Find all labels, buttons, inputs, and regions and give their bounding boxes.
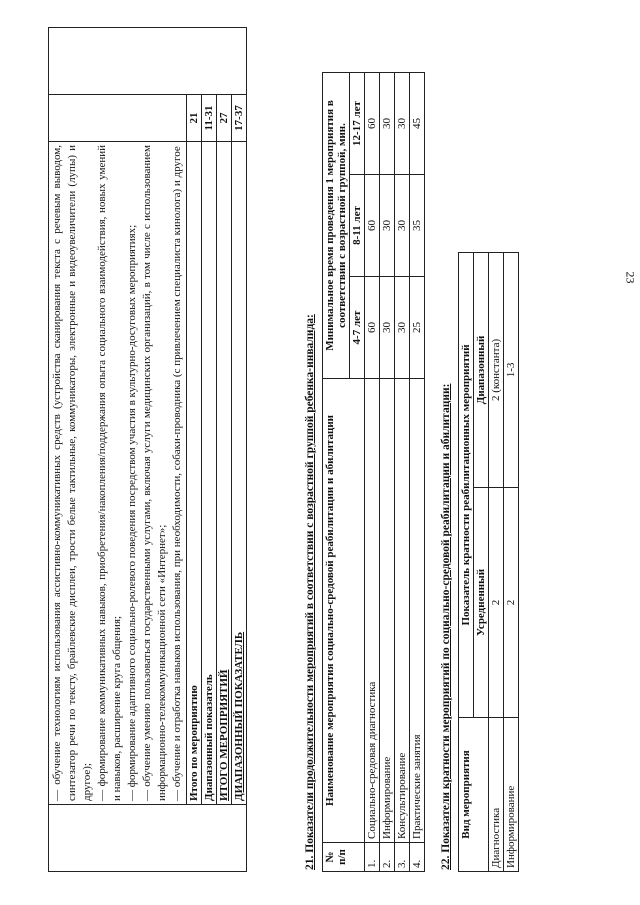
row-value: 60 — [365, 73, 380, 175]
table-row — [202, 28, 217, 872]
row-value: 60 — [365, 277, 380, 379]
empty-cell — [49, 28, 247, 95]
row-value: 30 — [380, 277, 395, 379]
row-num: 2. — [380, 843, 395, 872]
row-value: 30 — [380, 175, 395, 277]
row-value: 30 — [395, 175, 410, 277]
col-header-age: 12-17 лет — [350, 73, 365, 175]
table-header-row — [323, 73, 350, 872]
row-value: 30 — [380, 73, 395, 175]
col-header-time: Минимальное время проведения 1 мероприятия в соответствии с возрастной группой, мин. — [323, 73, 350, 379]
section-22-title: 22. Показатели кратности мероприятий по социально-средовой реабилитации и абилитации: — [440, 383, 452, 870]
paragraph: — обучение и отработка навыков использования, при необходимости, собаки-проводника (с привлечением специалиста кинолога) и другое — [171, 146, 183, 801]
col-header-age: 8-11 лет — [350, 175, 365, 277]
col-header-num: № п/п — [323, 843, 365, 872]
row-value: 45 — [410, 73, 425, 175]
row-name: Социально-средовая диагностика — [365, 379, 380, 843]
col-header-age: 4-7 лет — [350, 277, 365, 379]
row-num: 4. — [410, 843, 425, 872]
col-header-range: Диапазонный — [474, 253, 489, 488]
paragraph: — формирование коммуникативных навыков, приобретения/накопления/поддержания опыта социального взаимодействия, новых умений и навыков, расширение круга общения; — [96, 145, 123, 801]
table-row — [217, 28, 232, 872]
continuation-table — [48, 27, 247, 872]
summary-label: Итого по мероприятию — [187, 142, 202, 805]
frequency-table — [458, 252, 519, 872]
row-value: 60 — [365, 175, 380, 277]
col-header-type: Вид мероприятия — [459, 717, 489, 871]
row-value: 35 — [410, 175, 425, 277]
row-name: Консультирование — [395, 379, 410, 843]
table-row — [380, 73, 395, 872]
col-header-group: Показатель кратности реабилитационных мероприятий — [459, 253, 474, 718]
empty-cell — [49, 805, 247, 872]
table-row — [187, 28, 202, 872]
section-21-title: 21. Показатели продолжительности мероприятий в соответствии с возрастной группой ребенка-инвалида: — [304, 314, 316, 870]
table-row — [410, 73, 425, 872]
row-value: 30 — [395, 73, 410, 175]
row-range: 1-3 — [504, 253, 519, 488]
measures-description — [49, 142, 187, 805]
summary-value: 27 — [217, 95, 232, 142]
row-type: Диагностика — [489, 717, 504, 871]
empty-cell — [49, 95, 187, 142]
paragraph: — обучение умению пользоваться государственными услугами, включая услуги медицинских организаций, в том числе с использованием информационно-телекоммуникационной сети «Интернет»; — [141, 145, 168, 801]
summary-value: 11-31 — [202, 95, 217, 142]
page-number: 23 — [623, 271, 638, 284]
row-value: 25 — [410, 277, 425, 379]
table-row — [489, 253, 504, 872]
duration-table — [322, 72, 425, 872]
summary-label: ДИАПАЗОННЫЙ ПОКАЗАТЕЛЬ — [232, 142, 247, 805]
rotated-content — [40, 22, 600, 882]
table-row — [49, 28, 187, 872]
table-row — [504, 253, 519, 872]
summary-value: 21 — [187, 95, 202, 142]
summary-label: Диапазонный показатель — [202, 142, 217, 805]
table-row — [395, 73, 410, 872]
row-range: 2 (константа) — [489, 253, 504, 488]
row-name: Информирование — [380, 379, 395, 843]
summary-label: ИТОГО МЕРОПРИЯТИЙ — [217, 142, 232, 805]
table-header-row — [459, 253, 474, 872]
table-row — [232, 28, 247, 872]
row-name: Практические занятия — [410, 379, 425, 843]
table-row — [365, 73, 380, 872]
paragraph: — формирование адаптивного социально-ролевого поведения посредством участия в культурно-досуговых мероприятиях; — [126, 224, 138, 801]
col-header-avg: Усредненный — [474, 487, 489, 717]
paragraph: — обучение технологиям использования ассистивно-коммуникативных средств (устройства сканирования текста с речевым выводом, синтезатор речи по тексту, брайлевские дисплеи, трости белые тактильные, коммуникаторы, электронные и видеоувеличители (лупы) и другое); — [51, 145, 93, 801]
col-header-name: Наименование мероприятия социально-средовой реабилитации и абилитации — [323, 379, 365, 843]
row-type: Информирование — [504, 717, 519, 871]
row-avg: 2 — [489, 487, 504, 717]
row-value: 30 — [395, 277, 410, 379]
summary-value: 17-37 — [232, 95, 247, 142]
row-num: 1. — [365, 843, 380, 872]
row-avg: 2 — [504, 487, 519, 717]
row-num: 3. — [395, 843, 410, 872]
